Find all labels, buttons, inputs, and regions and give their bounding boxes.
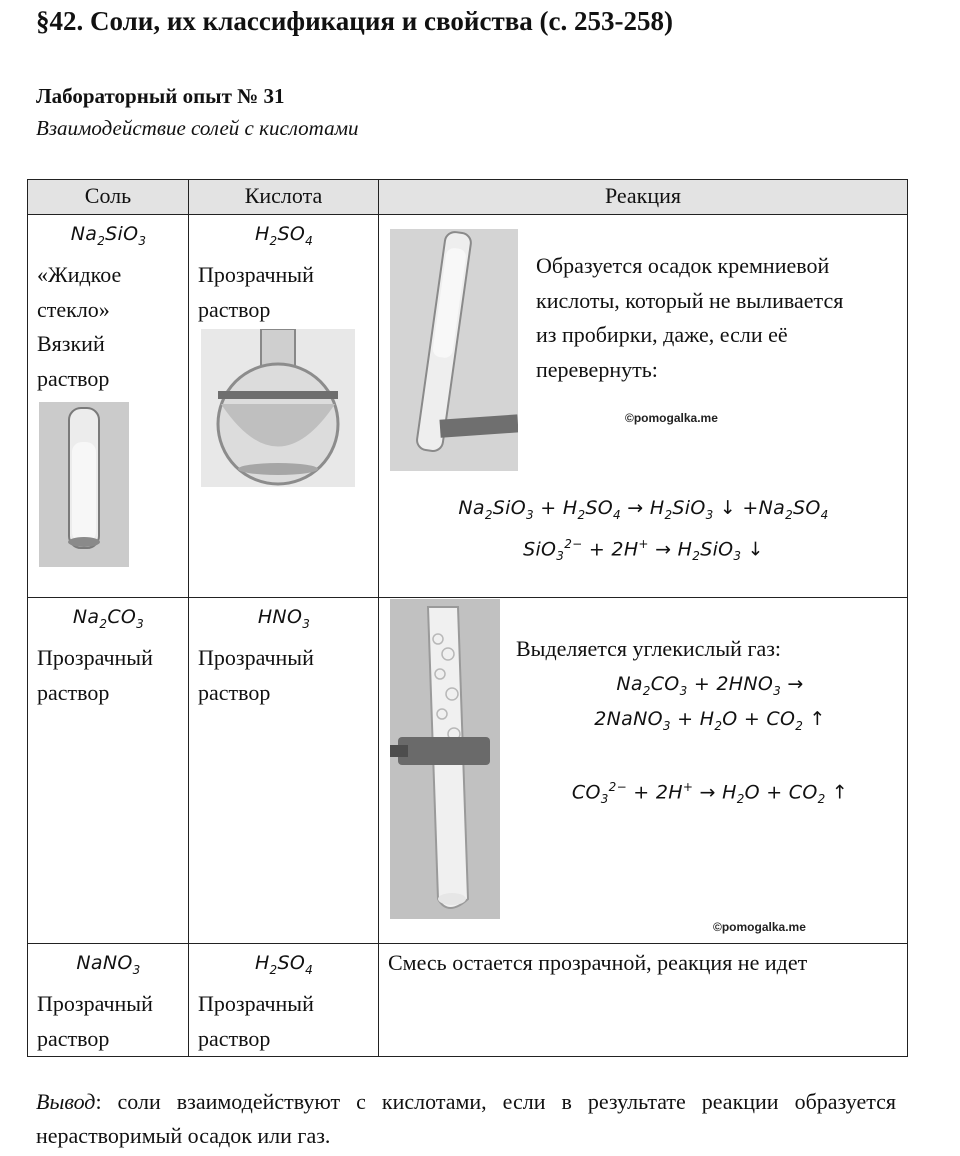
test-tube-photo (39, 402, 129, 567)
salt-desc-line: стекло» (37, 296, 110, 322)
salt-desc-line: раствор (37, 679, 110, 705)
acid-desc-line: раствор (198, 1025, 271, 1051)
reaction-desc-line: перевернуть: (536, 356, 658, 382)
column-header-salt: Соль (28, 180, 189, 215)
table-row (28, 598, 908, 944)
lab-title: Лабораторный опыт № 31 (36, 84, 285, 108)
salt-cell (28, 215, 189, 598)
salt-desc-line: Прозрачный (37, 991, 153, 1017)
salt-desc-line: Вязкий (37, 331, 105, 357)
reaction-cell (379, 598, 908, 944)
acid-desc-line: Прозрачный (198, 991, 314, 1017)
lab-subtitle: Взаимодействие солей с кислотами (36, 116, 359, 140)
reaction-cell (379, 215, 908, 598)
flask-photo (201, 329, 355, 487)
reaction-desc-line: Образуется осадок кремниевой (536, 253, 830, 278)
molecular-equation-left: $Na_2CO_3 + 2HNO_3$ → (616, 673, 804, 698)
molecular-equation: $Na_2SiO_3 + H_2SO_4 \to H_2SiO_3$ ↓ $+Na_2SO_4$ (458, 497, 829, 522)
salt-desc-line: Прозрачный (37, 645, 153, 671)
reaction-desc-line: из пробирки, даже, если её (536, 322, 788, 347)
foaming-tube-photo (390, 599, 500, 919)
table-row (28, 215, 908, 598)
acid-formula: $H_2SO_4$ (254, 952, 314, 977)
acid-cell (189, 215, 379, 598)
watermark: ©pomogalka.me (625, 411, 718, 425)
acid-cell (189, 598, 379, 944)
conclusion (36, 1085, 896, 1153)
reaction-desc-line: кислоты, который не выливается (536, 287, 844, 313)
acid-formula: $H_2SO_4$ (254, 223, 314, 248)
column-header-reaction: Реакция (379, 180, 908, 215)
salt-formula: NaNO$_3$ (76, 952, 141, 977)
acid-desc-line: Прозрачный (198, 262, 314, 288)
salt-cell (28, 598, 189, 944)
salt-formula: $Na_2SiO_3$ (70, 223, 147, 248)
watermark: ©pomogalka.me (713, 920, 806, 934)
salt-cell (28, 944, 189, 1057)
salt-desc-line: раствор (37, 1025, 110, 1051)
acid-desc-line: раствор (198, 679, 271, 705)
conclusion-lead: Вывод (36, 1089, 96, 1114)
reaction-desc-line: Выделяется углекислый газ: (516, 636, 782, 661)
acid-desc-line: раствор (198, 296, 271, 322)
reaction-cell (379, 944, 908, 1057)
salt-desc-line: раствор (37, 365, 110, 391)
reaction-desc-line: Смесь остается прозрачной, реакция не идет (388, 950, 808, 975)
acid-desc-line: Прозрачный (198, 645, 314, 671)
column-header-acid: Кислота (189, 180, 379, 215)
conclusion-text: : соли взаимодействуют с кислотами, если в результате реакции образуется нерастворимый осадок или газ. (36, 1089, 896, 1148)
inverted-tube-photo (390, 229, 518, 471)
molecular-equation-right: 2NaNO$_3$ + $H_2O + CO_2$ ↑ (594, 708, 826, 733)
salt-desc-line: «Жидкое (37, 262, 122, 288)
acid-cell (189, 944, 379, 1057)
table-header-row (28, 180, 908, 215)
experiment-table (27, 179, 908, 1057)
ionic-equation: $SiO_3^{2-} + 2H^+ \to H_2SiO_3$ ↓ (523, 537, 764, 564)
salt-formula: $Na_2CO_3$ (72, 606, 145, 631)
ionic-equation: $CO_3^{2-} + 2H^+ \to H_2O + CO_2$ ↑ (571, 780, 849, 807)
acid-formula: $HNO_3$ (257, 606, 311, 631)
table-row (28, 944, 908, 1057)
page-title: §42. Соли, их классификация и свойства (с. 253-258) (36, 6, 674, 36)
